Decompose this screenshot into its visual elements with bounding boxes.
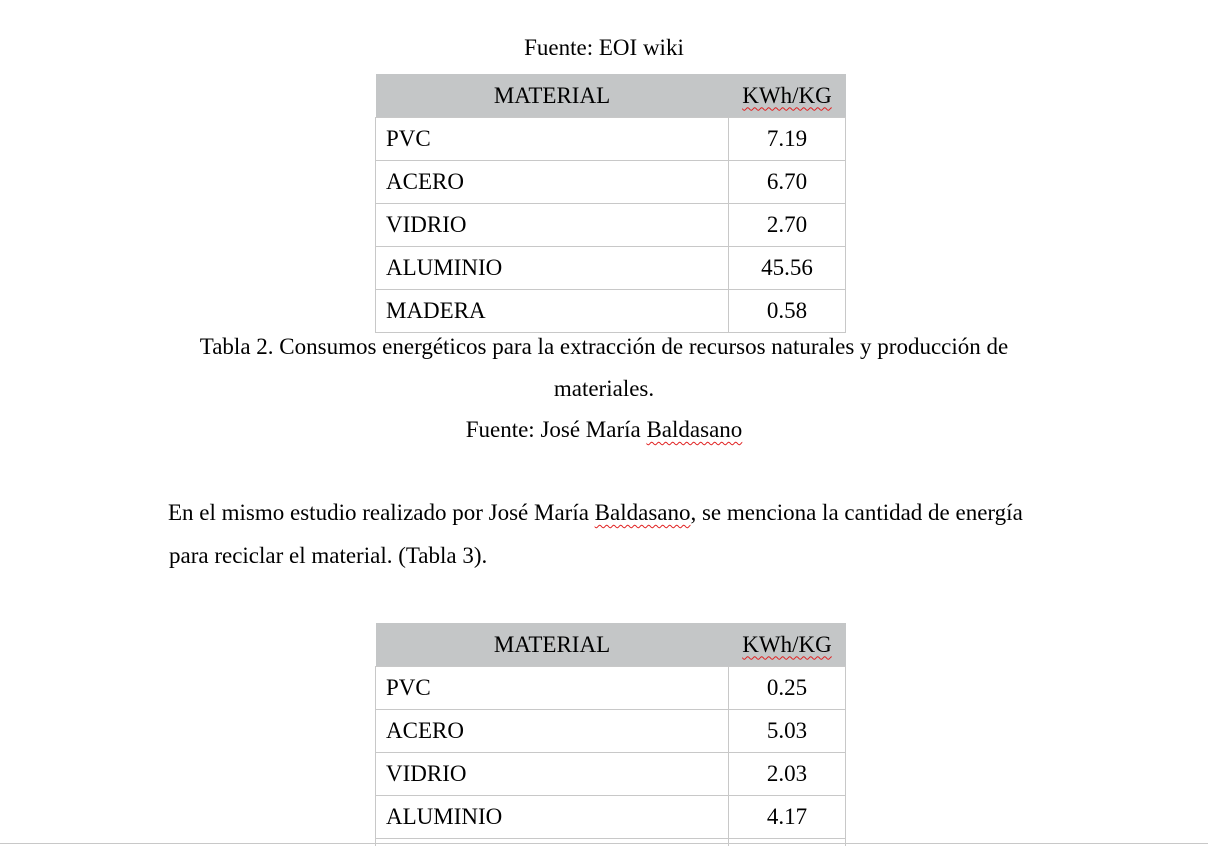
table-row — [376, 118, 846, 161]
energy-recycling-table — [375, 623, 846, 846]
table-row — [376, 710, 846, 753]
value-cell: 6.70 — [729, 161, 846, 204]
source-eoi: Fuente: EOI wiki — [524, 35, 684, 60]
header-material: MATERIAL — [376, 623, 729, 667]
page-bottom-divider — [0, 843, 1208, 844]
table-row — [376, 667, 846, 710]
value-cell: 5.03 — [729, 710, 846, 753]
value-cell: 2.70 — [729, 204, 846, 247]
value-cell: 45.56 — [729, 247, 846, 290]
paragraph-suffix: , se menciona la cantidad de energía — [690, 500, 1023, 525]
source-prefix: Fuente: José María — [465, 417, 647, 442]
header-material: MATERIAL — [376, 74, 729, 118]
table-row — [376, 161, 846, 204]
table-header-row — [376, 74, 846, 118]
value-cell: 0.25 — [729, 667, 846, 710]
header-kwh-kg — [729, 74, 846, 118]
material-cell: ALUMINIO — [376, 796, 729, 839]
value-cell: 0.58 — [729, 290, 846, 333]
table-row — [376, 247, 846, 290]
source-baldasano — [0, 416, 1208, 444]
material-cell: VIDRIO — [376, 204, 729, 247]
material-cell: VIDRIO — [376, 753, 729, 796]
table-row — [376, 796, 846, 839]
value-cell: 2.03 — [729, 753, 846, 796]
header-kwh-kg-label: KWh/KG — [742, 631, 832, 657]
material-cell: MADERA — [376, 290, 729, 333]
material-cell: ALUMINIO — [376, 247, 729, 290]
material-cell: ACERO — [376, 161, 729, 204]
table-row — [376, 753, 846, 796]
material-cell: PVC — [376, 118, 729, 161]
energy-extraction-table — [375, 74, 846, 333]
header-kwh-kg-label: KWh/KG — [742, 82, 832, 108]
body-paragraph-line-2: para reciclar el material. (Tabla 3). — [169, 543, 488, 568]
table-row — [376, 204, 846, 247]
table-caption-line-1: Tabla 2. Consumos energéticos para la extracción de recursos naturales y producción de — [199, 334, 1009, 359]
header-kwh-kg — [729, 623, 846, 667]
table-header-row — [376, 623, 846, 667]
material-cell: PVC — [376, 667, 729, 710]
source-author-name: Baldasano — [646, 417, 743, 442]
value-cell: 4.17 — [729, 796, 846, 839]
body-paragraph-line-1 — [168, 499, 1023, 527]
table-row — [376, 290, 846, 333]
value-cell: 7.19 — [729, 118, 846, 161]
material-cell: ACERO — [376, 710, 729, 753]
table-caption-line-2: materiales. — [553, 376, 655, 401]
paragraph-prefix: En el mismo estudio realizado por José María — [168, 500, 595, 525]
paragraph-author-name: Baldasano — [594, 500, 691, 525]
